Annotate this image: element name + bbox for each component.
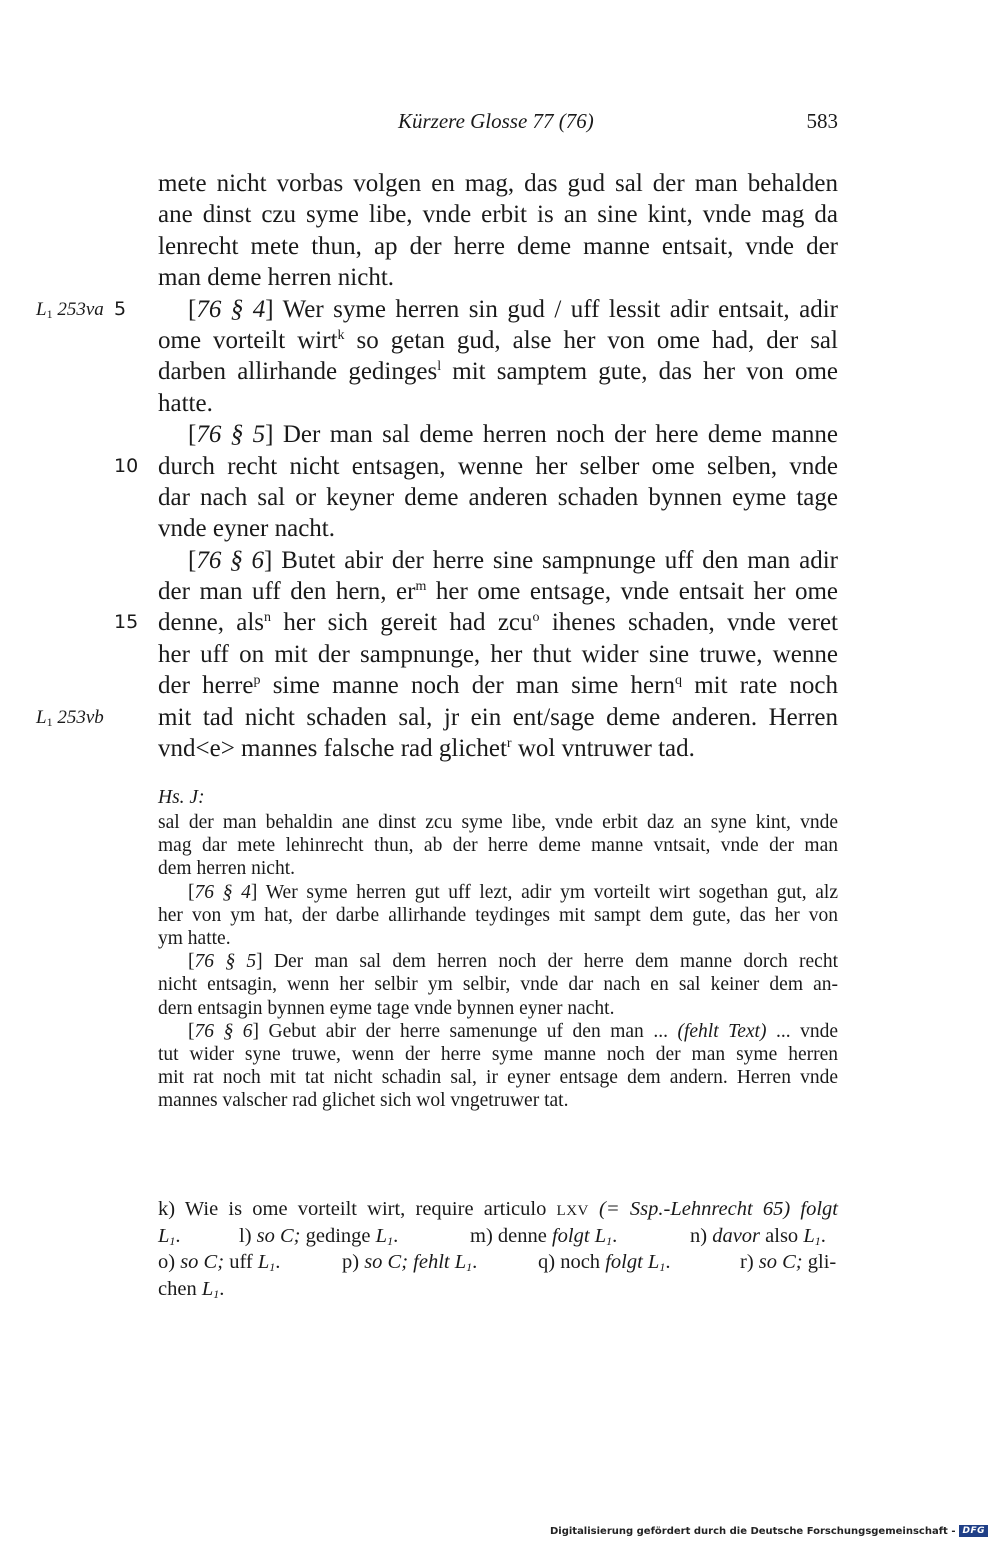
footnote-mark: m [415,579,427,595]
text-line: lenrecht mete thun, ap der herre deme manne entsait, vnde der [158,232,838,260]
text-line: $L_1$ 253vb mit tad nicht schaden sal, jr ein ent/sage deme anderen. Herren [158,702,838,733]
line-number: 15 [114,611,139,634]
text-line: 10 durch recht nicht entsagen, wenne her selber ome selben, vnde [158,451,838,482]
variant-line: mit rat noch mit tat nicht schadin sal, ir eyner entsage dem andern. Herren vnde [158,1067,838,1089]
footnote-mark: k [337,327,345,343]
note-line: o) so C; uff L1. p) so C; fehlt L1. q) noch folgt L1. r) so C; gli- [158,1251,837,1274]
note-line: L1. l) so C; gedinge L1. m) denne folgt L1. n) davor also L1. [158,1224,826,1248]
text-line: dar nach sal or keyner deme anderen schaden bynnen eyme tage [158,483,838,511]
variant-line: mag dar mete lehinrecht thun, ab der herre deme manne vntsait, vnde der man [158,835,838,857]
text-line: ome vorteilt wirt$^k$ so getan gud, alse her von ome had, der sal [158,326,838,354]
critical-apparatus [158,1196,838,1302]
text-line: [76 § 5] Der man sal deme herren noch der here deme manne [188,421,839,449]
variant-line: sal der man behaldin ane dinst zcu syme libe, vnde erbit daz an syne kint, vnde [158,812,838,833]
text-line: darben allirhande gedinges$^l$ mit samptem gute, das her von ome [158,358,838,386]
variant-line: her von ym hat, der darbe allirhande teydinges mit sampt dem gute, das her von [158,904,838,926]
variant-label: Hs. J: [158,787,205,808]
manuscript-siglum: $L_1$ 253va [36,298,104,321]
footnote-mark: o [532,610,540,626]
footnote-mark: l [437,359,442,375]
variant-line: nicht entsagin, wenn her selbir ym selbir, vnde dar nach en sal keiner dem an- [158,974,838,996]
variant-line: [76 § 6] Gebut abir der herre samenunge uf den man ... (fehlt Text) ... vnde [188,1020,839,1042]
text-line: vnd<e> mannes falsche rad glichet$^r$ wol vntruwer tad. [158,735,695,763]
variant-line: ym hatte. [158,927,231,949]
line-number: 10 [114,454,139,477]
variant-line: [76 § 5] Der man sal dem herren noch der herre dem manne dorch recht [188,951,839,973]
footnote-mark: n [264,610,272,626]
text-line: [76 § 6] Butet abir der herre sine sampnunge uff den man adir [188,546,838,574]
variant-line: dern entsagin bynnen eyme tage vnde bynnen eyner nacht. [158,997,615,1019]
main-text [36,168,839,764]
text-line: $L_1$ 253va 5 [76 § 4] Wer syme herren sin gud / uff lessit adir entsait, adir [158,294,838,325]
credit-text: Digitalisierung gefördert durch die Deutsche Forschungsgemeinschaft - [549,1525,956,1537]
text-line: der man uff den hern, $er^m$ her ome entsage, vnde entsait her ome [158,578,839,606]
text-line: 15 denne, als$^n$ her sich gereit had zcu$^o$ ihenes schaden, vnde veret [158,607,838,638]
footnote-mark: r [506,736,512,752]
variant-line: mannes valscher rad glichet sich wol vngetruwer tat. [158,1090,569,1112]
note-line: chen L1. [158,1277,225,1301]
text-line: mete nicht vorbas volgen en mag, das gud sal der man behalden [158,170,838,197]
text-line: her uff on mit der sampnunge, her thut wider sine truwe, wenne [158,640,838,668]
variant-line: tut wider syne truwe, wenn der herre syme manne noch der man syme herren [158,1043,838,1065]
variant-text [158,786,838,1112]
text-line: ane dinst czu syme libe, vnde erbit is an sine kint, vnde mag da [158,201,838,229]
text-line: vnde eyner nacht. [158,515,336,543]
running-title: Kürzere Glosse 77 (76) [398,109,594,133]
footnote-mark: q [674,673,682,689]
text-line: man deme herren nicht. [158,264,395,292]
variant-line: [76 § 4] Wer syme herren gut uff lezt, adir ym vorteilt wirt sogethan gut, alz [188,881,839,903]
digitization-credit [550,1524,988,1538]
page-number: 583 [806,109,838,133]
variant-line: dem herren nicht. [158,858,295,880]
text-line: der herre$^p$ sime manne noch der man sime hern$^q$ mit rate noch [158,672,838,700]
note-line: k) Wie is ome vorteilt wirt, require articulo LXV (= Ssp.-Lehnrecht 65) folgt [158,1198,838,1220]
manuscript-siglum: $L_1$ 253vb [36,706,104,729]
text-line: hatte. [158,389,213,417]
page-header [158,109,838,139]
line-number: 5 [114,297,127,320]
footnote-mark: p [253,673,261,689]
dfg-logo-icon: DFG [959,1525,988,1537]
